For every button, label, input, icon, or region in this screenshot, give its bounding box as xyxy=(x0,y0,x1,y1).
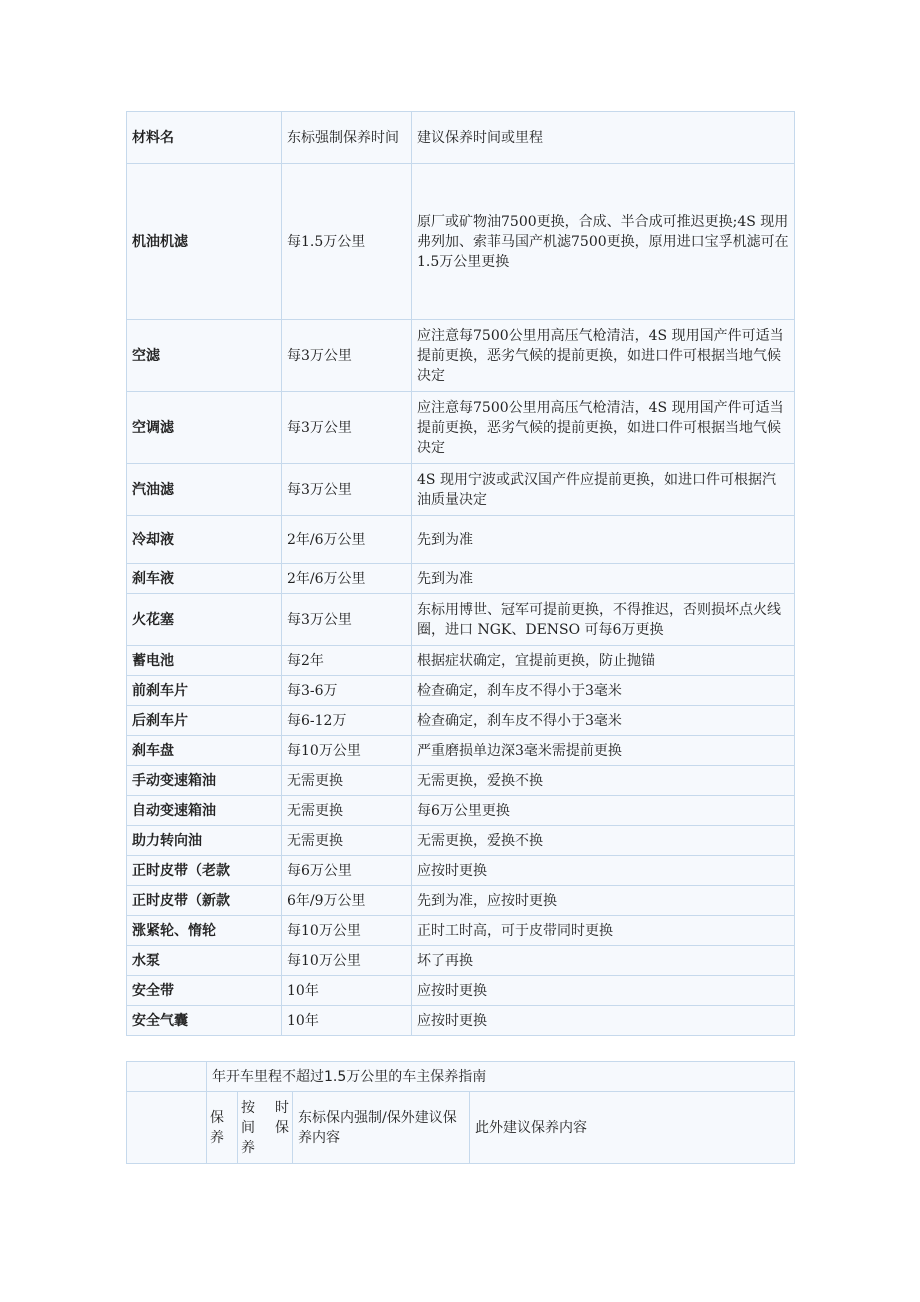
recommendation: 应注意每7500公里用高压气枪清洁，4S 现用国产件可适当提前更换，恶劣气候的提前更换，如进口件可根据当地气候决定 xyxy=(412,392,795,464)
mandatory-interval: 每6万公里 xyxy=(282,856,412,886)
empty-cell xyxy=(127,1062,207,1092)
mandatory-interval: 10年 xyxy=(282,976,412,1006)
mandatory-interval: 每10万公里 xyxy=(282,736,412,766)
material-name: 后刹车片 xyxy=(127,706,282,736)
material-name: 安全气囊 xyxy=(127,1006,282,1036)
table-row xyxy=(127,916,795,946)
header-additional-content: 此外建议保养内容 xyxy=(470,1092,795,1164)
recommendation: 正时工时高，可于皮带同时更换 xyxy=(412,916,795,946)
table-row xyxy=(127,164,795,320)
table-row xyxy=(127,856,795,886)
material-name: 刹车盘 xyxy=(127,736,282,766)
guide-title: 年开车里程不超过1.5万公里的车主保养指南 xyxy=(207,1062,795,1092)
material-name: 空调滤 xyxy=(127,392,282,464)
table-row xyxy=(127,464,795,516)
material-name: 自动变速箱油 xyxy=(127,796,282,826)
recommendation: 4S 现用宁波或武汉国产件应提前更换，如进口件可根据汽油质量决定 xyxy=(412,464,795,516)
recommendation: 先到为准，应按时更换 xyxy=(412,886,795,916)
mandatory-interval: 每3万公里 xyxy=(282,320,412,392)
table-row xyxy=(127,796,795,826)
table-header-row xyxy=(127,112,795,164)
table-row xyxy=(127,516,795,564)
material-name: 正时皮带（新款 xyxy=(127,886,282,916)
mandatory-interval: 2年/6万公里 xyxy=(282,516,412,564)
mandatory-interval: 无需更换 xyxy=(282,796,412,826)
table-row xyxy=(127,594,795,646)
mandatory-interval: 每3-6万 xyxy=(282,676,412,706)
recommendation: 检查确定，刹车皮不得小于3毫米 xyxy=(412,706,795,736)
header-mandatory-content: 东标保内强制/保外建议保养内容 xyxy=(293,1092,470,1164)
recommendation: 严重磨损单边深3毫米需提前更换 xyxy=(412,736,795,766)
mandatory-interval: 每3万公里 xyxy=(282,392,412,464)
material-name: 机油机滤 xyxy=(127,164,282,320)
material-name: 蓄电池 xyxy=(127,646,282,676)
material-name: 安全带 xyxy=(127,976,282,1006)
mandatory-interval: 6年/9万公里 xyxy=(282,886,412,916)
table-row xyxy=(127,1006,795,1036)
recommendation: 应按时更换 xyxy=(412,856,795,886)
recommendation: 无需更换，爱换不换 xyxy=(412,826,795,856)
table-row xyxy=(127,976,795,1006)
table-row xyxy=(127,646,795,676)
mandatory-interval: 每6-12万 xyxy=(282,706,412,736)
table-row xyxy=(127,564,795,594)
material-name: 正时皮带（老款 xyxy=(127,856,282,886)
recommendation: 先到为准 xyxy=(412,516,795,564)
mandatory-interval: 每3万公里 xyxy=(282,594,412,646)
table-row xyxy=(127,736,795,766)
table-row xyxy=(127,946,795,976)
recommendation: 检查确定，刹车皮不得小于3毫米 xyxy=(412,676,795,706)
material-name: 前刹车片 xyxy=(127,676,282,706)
empty-cell xyxy=(127,1092,207,1164)
recommendation: 应按时更换 xyxy=(412,1006,795,1036)
recommendation: 先到为准 xyxy=(412,564,795,594)
recommendation: 坏了再换 xyxy=(412,946,795,976)
material-name: 水泵 xyxy=(127,946,282,976)
header-time-based: 按 时 间 保 养 xyxy=(238,1092,293,1164)
table-row xyxy=(127,392,795,464)
mandatory-interval: 每10万公里 xyxy=(282,916,412,946)
mandatory-interval: 无需更换 xyxy=(282,766,412,796)
material-name: 助力转向油 xyxy=(127,826,282,856)
header-material: 材料名 xyxy=(127,112,282,164)
header-mandatory-interval: 东标强制保养时间 xyxy=(282,112,412,164)
mandatory-interval: 每3万公里 xyxy=(282,464,412,516)
header-recommended-interval: 建议保养时间或里程 xyxy=(412,112,795,164)
mandatory-interval: 无需更换 xyxy=(282,826,412,856)
mandatory-interval: 每10万公里 xyxy=(282,946,412,976)
mandatory-interval: 10年 xyxy=(282,1006,412,1036)
material-name: 涨紧轮、惰轮 xyxy=(127,916,282,946)
material-name: 刹车液 xyxy=(127,564,282,594)
material-name: 火花塞 xyxy=(127,594,282,646)
table-row xyxy=(127,706,795,736)
recommendation: 每6万公里更换 xyxy=(412,796,795,826)
recommendation: 应按时更换 xyxy=(412,976,795,1006)
mandatory-interval: 每1.5万公里 xyxy=(282,164,412,320)
low-mileage-guide-table xyxy=(126,1061,795,1164)
recommendation: 东标用博世、冠军可提前更换，不得推迟，否则损坏点火线圈，进口 NGK、DENSO 可每6万更换 xyxy=(412,594,795,646)
maintenance-schedule-table xyxy=(126,111,795,1036)
material-name: 冷却液 xyxy=(127,516,282,564)
material-name: 汽油滤 xyxy=(127,464,282,516)
mandatory-interval: 2年/6万公里 xyxy=(282,564,412,594)
recommendation: 无需更换，爱换不换 xyxy=(412,766,795,796)
table-row xyxy=(127,766,795,796)
table-row xyxy=(127,320,795,392)
mandatory-interval: 每2年 xyxy=(282,646,412,676)
table-row xyxy=(127,886,795,916)
recommendation: 应注意每7500公里用高压气枪清洁，4S 现用国产件可适当提前更换，恶劣气候的提前更换，如进口件可根据当地气候决定 xyxy=(412,320,795,392)
table-row xyxy=(127,676,795,706)
header-maintenance: 保养 xyxy=(207,1092,238,1164)
table-row xyxy=(127,826,795,856)
recommendation: 原厂或矿物油7500更换，合成、半合成可推迟更换;4S 现用弗列加、索菲马国产机滤7500更换，原用进口宝孚机滤可在1.5万公里更换 xyxy=(412,164,795,320)
material-name: 空滤 xyxy=(127,320,282,392)
material-name: 手动变速箱油 xyxy=(127,766,282,796)
recommendation: 根据症状确定，宜提前更换，防止抛锚 xyxy=(412,646,795,676)
